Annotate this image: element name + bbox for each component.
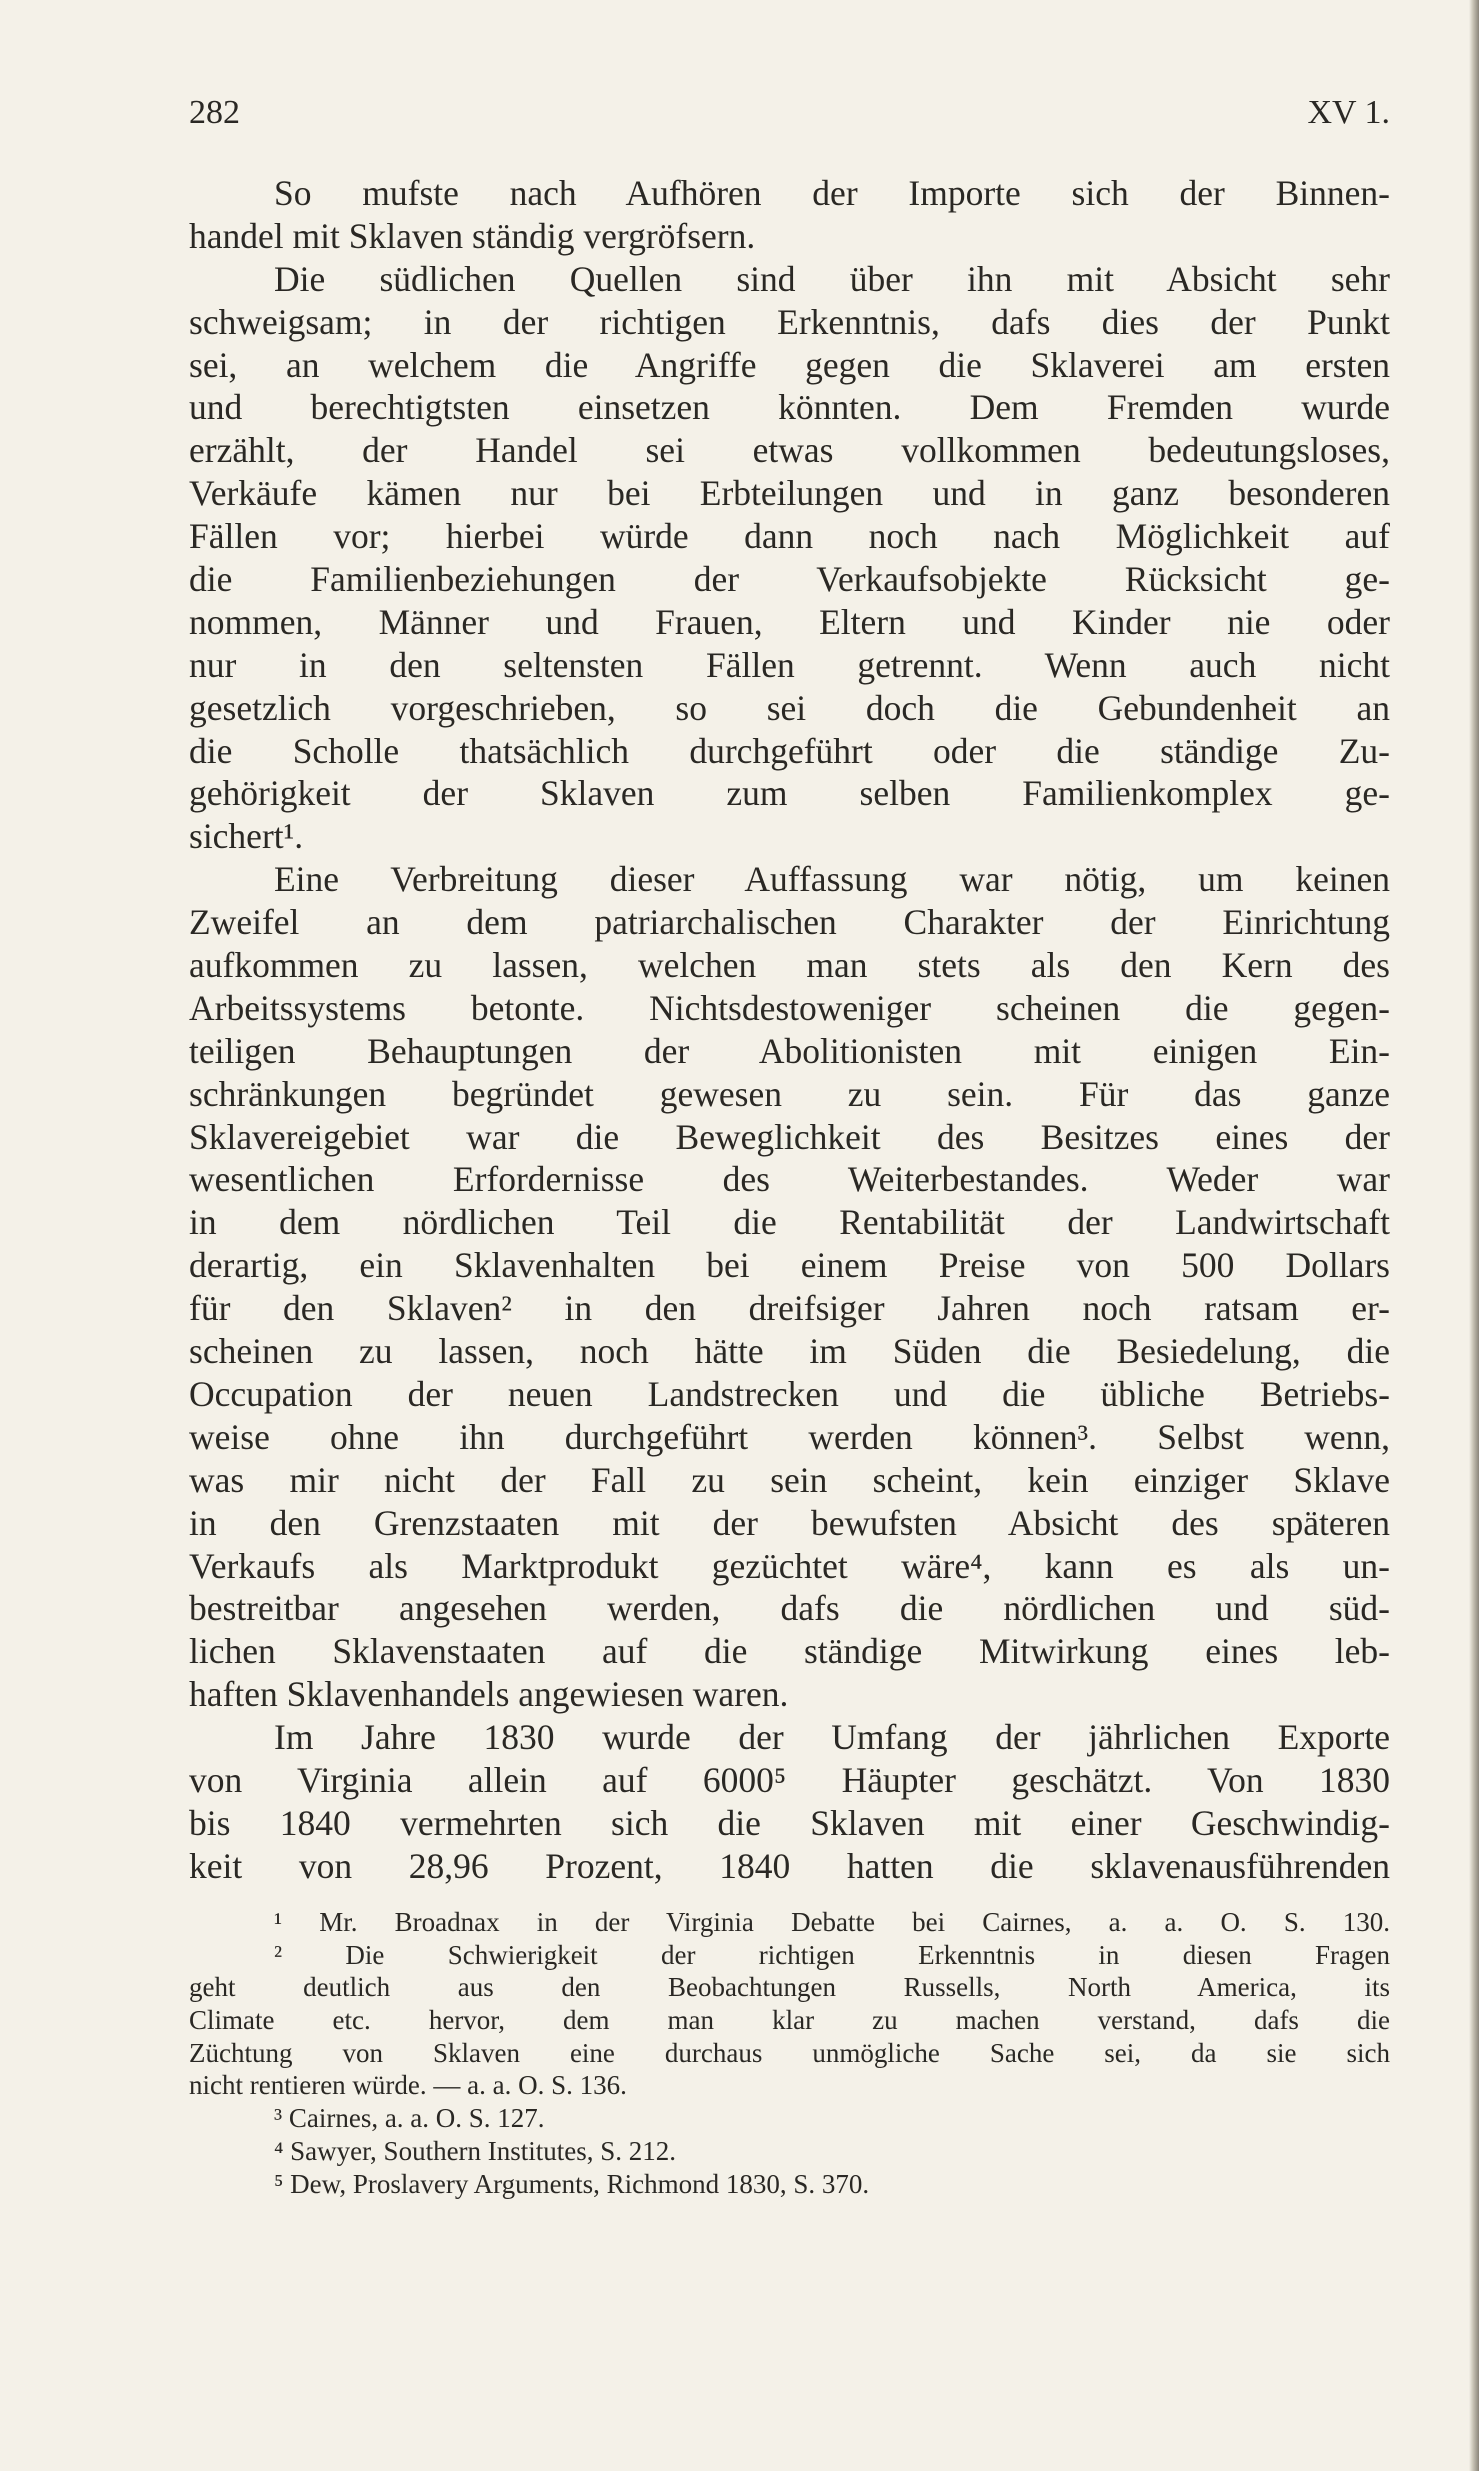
text-line: die Familienbeziehungen der Verkaufsobjekte Rücksicht ge- <box>189 559 1390 600</box>
footnote-line: Züchtung von Sklaven eine durchaus unmögliche Sache sei, da sie sich <box>189 2037 1390 2068</box>
text-line: weise ohne ihn durchgeführt werden können³. Selbst wenn, <box>189 1416 1390 1457</box>
text-line: aufkommen zu lassen, welchen man stets als den Kern des <box>189 945 1390 986</box>
text-line: Sklavereigebiet war die Beweglichkeit des Besitzes eines der <box>189 1116 1390 1157</box>
footnote-line: ⁵ Dew, Proslavery Arguments, Richmond 1830, S. 370. <box>274 2168 870 2199</box>
text-line: Arbeitssystems betonte. Nichtsdestoweniger scheinen die gegen- <box>189 987 1390 1028</box>
footnote-line: ³ Cairnes, a. a. O. S. 127. <box>274 2103 545 2134</box>
text-line: Verkäufe kämen nur bei Erbteilungen und in ganz besonderen <box>189 473 1390 514</box>
text-line: schränkungen begründet gewesen zu sein. Für das ganze <box>189 1073 1390 1114</box>
text-line: für den Sklaven² in den dreifsiger Jahren noch ratsam er- <box>189 1288 1390 1329</box>
text-line: sichert¹. <box>189 816 304 857</box>
footnote-line: geht deutlich aus den Beobachtungen Russells, North America, its <box>189 1972 1390 2003</box>
text-line: lichen Sklavenstaaten auf die ständige Mitwirkung eines leb- <box>189 1631 1390 1672</box>
text-line: gesetzlich vorgeschrieben, so sei doch die Gebundenheit an <box>189 687 1390 728</box>
signature-mark: XV 1. <box>1307 94 1390 131</box>
footnote-line: ¹ Mr. Broadnax in der Virginia Debatte bei Cairnes, a. a. O. S. 130. <box>274 1907 1390 1937</box>
text-line: derartig, ein Sklavenhalten bei einem Preise von 500 Dollars <box>189 1245 1390 1286</box>
text-line: die Scholle thatsächlich durchgeführt oder die ständige Zu- <box>189 730 1390 771</box>
text-line: teiligen Behauptungen der Abolitionisten mit einigen Ein- <box>189 1030 1390 1071</box>
text-line: was mir nicht der Fall zu sein scheint, kein einziger Sklave <box>189 1459 1390 1500</box>
footnote-line: Climate etc. hervor, dem man klar zu machen verstand, dafs die <box>189 2005 1390 2036</box>
text-line: keit von 28,96 Prozent, 1840 hatten die sklavenausführenden <box>189 1845 1390 1886</box>
text-line: bestreitbar angesehen werden, dafs die nördlichen und süd- <box>189 1588 1390 1629</box>
main-text <box>189 172 1390 1888</box>
text-line: Zweifel an dem patriarchalischen Charakter der Einrichtung <box>189 902 1390 943</box>
text-line: handel mit Sklaven ständig vergröfsern. <box>189 215 756 256</box>
text-line: von Virginia allein auf 6000⁵ Häupter geschätzt. Von 1830 <box>189 1759 1390 1800</box>
footnote-line: nicht rentieren würde. — a. a. O. S. 136. <box>189 2070 627 2101</box>
page-number: 282 <box>189 94 240 131</box>
text-line: haften Sklavenhandels angewiesen waren. <box>189 1674 789 1715</box>
text-line: So mufste nach Aufhören der Importe sich der Binnen- <box>274 173 1390 213</box>
text-line: nur in den seltensten Fällen getrennt. Wenn auch nicht <box>189 644 1390 685</box>
text-line: gehörigkeit der Sklaven zum selben Familienkomplex ge- <box>189 773 1390 814</box>
text-line: sei, an welchem die Angriffe gegen die Sklaverei am ersten <box>189 344 1390 385</box>
text-line: nommen, Männer und Frauen, Eltern und Kinder nie oder <box>189 601 1390 642</box>
text-line: in den Grenzstaaten mit der bewufsten Absicht des späteren <box>189 1502 1390 1543</box>
text-line: Verkaufs als Marktprodukt gezüchtet wäre⁴, kann es als un- <box>189 1545 1390 1586</box>
text-line: schweigsam; in der richtigen Erkenntnis, dafs dies der Punkt <box>189 301 1390 342</box>
text-line: wesentlichen Erfordernisse des Weiterbestandes. Weder war <box>189 1159 1390 1200</box>
text-line: Occupation der neuen Landstrecken und die übliche Betriebs- <box>189 1373 1390 1414</box>
text-line: in dem nördlichen Teil die Rentabilität der Landwirtschaft <box>189 1202 1390 1243</box>
footnote-line: ² Die Schwierigkeit der richtigen Erkenntnis in diesen Fragen <box>274 1939 1390 1970</box>
footnote-line: ⁴ Sawyer, Southern Institutes, S. 212. <box>274 2135 677 2166</box>
text-line: bis 1840 vermehrten sich die Sklaven mit einer Geschwindig- <box>189 1802 1390 1843</box>
text-line: Im Jahre 1830 wurde der Umfang der jährlichen Exporte <box>274 1717 1390 1758</box>
text-line: und berechtigtsten einsetzen könnten. Dem Fremden wurde <box>189 387 1390 428</box>
footnotes <box>189 1906 1390 2200</box>
page-header <box>189 94 1390 134</box>
text-line: Eine Verbreitung dieser Auffassung war nötig, um keinen <box>274 859 1390 900</box>
text-line: scheinen zu lassen, noch hätte im Süden die Besiedelung, die <box>189 1331 1390 1372</box>
text-line: Fällen vor; hierbei würde dann noch nach Möglichkeit auf <box>189 516 1390 557</box>
page-edge-shadow <box>1469 0 1479 2471</box>
text-line: erzählt, der Handel sei etwas vollkommen bedeutungsloses, <box>189 430 1390 471</box>
text-line: Die südlichen Quellen sind über ihn mit Absicht sehr <box>274 258 1390 299</box>
